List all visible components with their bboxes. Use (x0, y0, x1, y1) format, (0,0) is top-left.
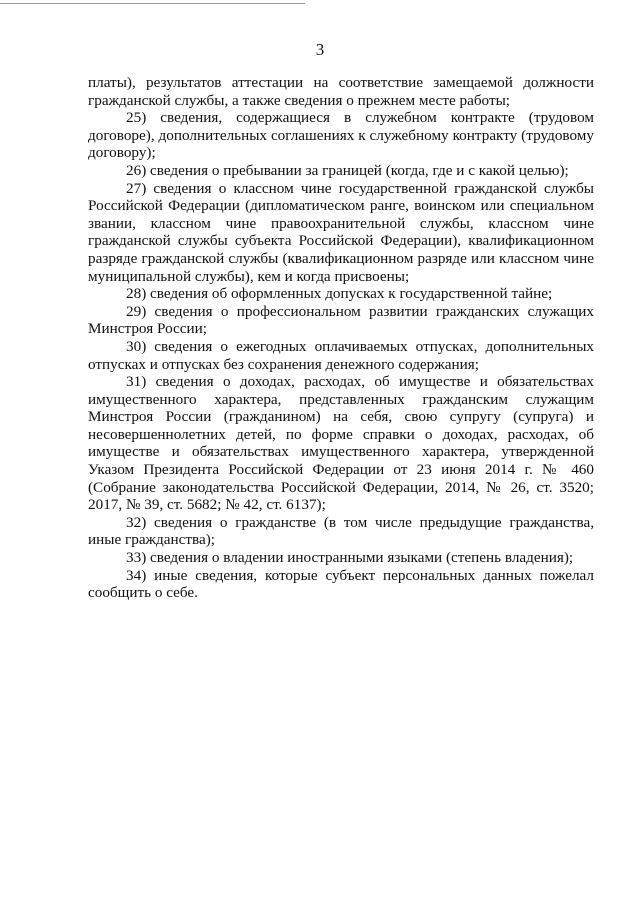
paragraph-continuation: платы), результатов аттестации на соответствие замещаемой должности гражданской службы, а также сведения о прежнем месте работы; (88, 74, 594, 109)
paragraph-item-31: 31) сведения о доходах, расходах, об имуществе и обязательствах имущественного характера, представленных гражданским служащим Минстроя России (гражданином) на себя, свою супругу (супруга) и несовершеннолетних детей, по форме справки о доходах, расходах, об имуществе и обязательствах имущественного характера, утвержденной Указом Президента Российской Федерации от 23 июня 2014 г. № 460 (Собрание законодательства Российской Федерации, 2014, № 26, ст. 3520; 2017, № 39, ст. 5682; № 42, ст. 6137); (88, 373, 594, 514)
paragraph-item-26: 26) сведения о пребывании за границей (когда, где и с какой целью); (126, 161, 569, 179)
paragraph-item-34: 34) иные сведения, которые субъект персональных данных пожелал сообщить о себе. (88, 566, 594, 602)
paragraph-item-29: 29) сведения о профессиональном развитии гражданских служащих Минстроя России; (88, 302, 594, 338)
paragraph-item-32: 32) сведения о гражданстве (в том числе предыдущие гражданства, иные гражданства); (88, 513, 594, 549)
paragraph-item-27: 27) сведения о классном чине государственной гражданской службы Российской Федерации (дипломатическом ранге, воинском или специальном звании, классном чине правоохранительной службы, классном чине гражданской службы субъекта Российской Федерации), квалификационном разряде гражданской службы (квалификационном разряде или классном чине муниципальной службы), кем и когда присвоены; (88, 179, 594, 285)
paragraph-item-25: 25) сведения, содержащиеся в служебном контракте (трудовом договоре), дополнительных соглашениях к служебному контракту (трудовому договору); (88, 109, 594, 162)
scan-top-rule (0, 3, 305, 4)
document-body (88, 74, 594, 602)
page-number: 3 (315, 40, 325, 59)
paragraph-item-28: 28) сведения об оформленных допусках к государственной тайне; (126, 285, 553, 303)
paragraph-item-33: 33) сведения о владении иностранными языками (степень владения); (126, 549, 574, 567)
paragraph-item-30: 30) сведения о ежегодных оплачиваемых отпусках, дополнительных отпусках и отпусках без сохранения денежного содержания; (88, 337, 594, 373)
